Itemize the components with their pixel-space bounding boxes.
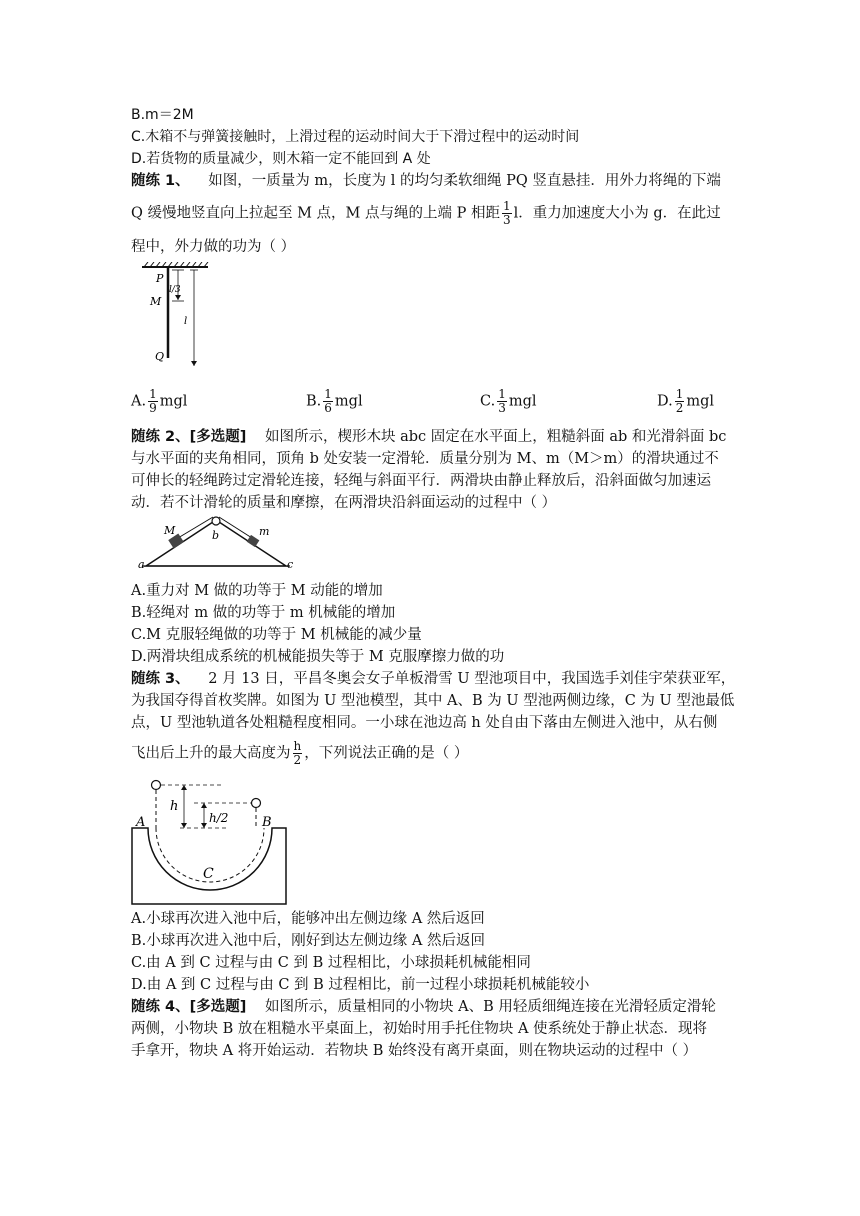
- q2-label-b: b: [212, 529, 220, 542]
- q1-option-b: B. $\frac{1}{6}$ mgl: [306, 387, 363, 415]
- q2-option-b: B.轻绳对 m 做的功等于 m 机械能的增加: [131, 605, 396, 621]
- q1-label-l: l: [184, 316, 188, 327]
- q3-label-h2: h/2: [209, 811, 229, 825]
- prev-option-c: C.木箱不与弹簧接触时，上滑过程的运动时间大于下滑过程中的运动时间: [131, 129, 580, 145]
- prev-option-d: D.若货物的质量减少，则木箱一定不能回到 A 处: [131, 151, 431, 167]
- q3-option-b: B.小球再次进入池中后，刚好到达左侧边缘 A 然后返回: [131, 933, 485, 949]
- q2-line-3: 可伸长的轻绳跨过定滑轮连接，轻绳与斜面平行．两滑块由静止释放后，沿斜面做匀加速运: [131, 473, 711, 489]
- q3-option-d: D.由 A 到 C 过程与由 C 到 B 过程相比，前一过程小球损耗机械能较小: [131, 977, 590, 993]
- q3-label-B: B: [262, 815, 272, 830]
- q3-label: 随练 3、: [131, 671, 190, 687]
- q3-line-3: 点，U 型池轨道各处粗糙程度相同。一小球在池边高 h 处自由下落由左侧进入池中，从右侧: [131, 715, 718, 731]
- q2-option-c: C.M 克服轻绳做的功等于 M 机械能的减少量: [131, 627, 422, 643]
- q1-option-a: A. $\frac{1}{9}$ mgl: [131, 387, 188, 415]
- q2-line-1: 随练 2、[多选题] 如图所示，楔形木块 abc 固定在水平面上，粗糙斜面 ab 和光滑斜面 bc: [131, 429, 727, 445]
- q3-label-C: C: [203, 866, 214, 882]
- q2-wedge-figure: [134, 514, 294, 572]
- q3-line-2: 为我国夺得首枚奖牌。如图为 U 型池模型，其中 A、B 为 U 型池两侧边缘，C 为 U 型池最低: [131, 693, 735, 709]
- q1-option-d: D. $\frac{1}{2}$ mgl: [657, 387, 715, 415]
- q2-line-2: 与水平面的夹角相同，顶角 b 处安装一定滑轮．质量分别为 M、m（M＞m）的滑块通过不: [131, 451, 719, 467]
- q1-fraction: $\frac{1}{3}$: [503, 199, 511, 227]
- q3-option-c: C.由 A 到 C 过程与由 C 到 B 过程相比，小球损耗机械能相同: [131, 955, 531, 971]
- q4-label: 随练 4、[多选题]: [131, 999, 247, 1015]
- q2-label-c: c: [287, 558, 294, 571]
- q2-line-4: 动．若不计滑轮的质量和摩擦，在两滑块沿斜面运动的过程中（ ）: [131, 495, 557, 511]
- q1-label-l3: l/3: [169, 285, 181, 295]
- q1-label-p: P: [156, 272, 164, 285]
- q1-line-3: 程中，外力做的功为（ ）: [131, 239, 296, 255]
- q3-label-h: h: [170, 799, 179, 814]
- q2-option-a: A.重力对 M 做的功等于 M 动能的增加: [131, 583, 383, 599]
- q1-label: 随练 1、: [131, 173, 190, 189]
- q3-line-4: 飞出后上升的最大高度为 $\frac{h}{2}$ ，下列说法正确的是（ ）: [131, 739, 469, 767]
- q1-label-m: M: [150, 295, 162, 308]
- q4-line-2: 两侧，小物块 B 放在粗糙水平桌面上，初始时用手托住物块 A 使系统处于静止状态．现将: [131, 1021, 708, 1037]
- q1-label-q: Q: [155, 350, 165, 363]
- q2-option-d: D.两滑块组成系统的机械能损失等于 M 克服摩擦力做的功: [131, 649, 505, 665]
- q3-line-1: 随练 3、 2 月 13 日，平昌冬奥会女子单板滑雪 U 型池项目中，我国选手刘佳宇荣获亚军，: [131, 671, 736, 687]
- q2-label-a: a: [138, 558, 145, 571]
- q1-line-2: Q 缓慢地竖直向上拉起至 M 点，M 点与绳的上端 P 相距 $\frac{1}{3}$ l．重力加速度大小为 g．在此过: [131, 199, 721, 227]
- q2-label: 随练 2、[多选题]: [131, 429, 247, 445]
- q4-line-3: 手拿开，物块 A 将开始运动．若物块 B 始终没有离开桌面，则在物块运动的过程中（ ）: [131, 1043, 698, 1059]
- q4-line-1: 随练 4、[多选题] 如图所示，质量相同的小物块 A、B 用轻质细绳连接在光滑轻质定滑轮: [131, 999, 716, 1015]
- prev-option-b: B.m＝2M: [131, 107, 194, 123]
- q3-fraction: $\frac{h}{2}$: [293, 739, 302, 767]
- q3-u-pool-figure: [128, 776, 290, 908]
- q3-option-a: A.小球再次进入池中后，能够冲出左侧边缘 A 然后返回: [131, 911, 485, 927]
- q2-label-M: M: [164, 524, 176, 537]
- q1-line-1: 随练 1、 如图，一质量为 m，长度为 l 的均匀柔软细绳 PQ 竖直悬挂．用外力将绳的下端: [131, 173, 721, 189]
- q1-rope-figure: [138, 262, 218, 372]
- q3-label-A: A: [136, 815, 146, 830]
- q1-option-c: C. $\frac{1}{3}$ mgl: [480, 387, 537, 415]
- q2-label-m: m: [259, 525, 270, 538]
